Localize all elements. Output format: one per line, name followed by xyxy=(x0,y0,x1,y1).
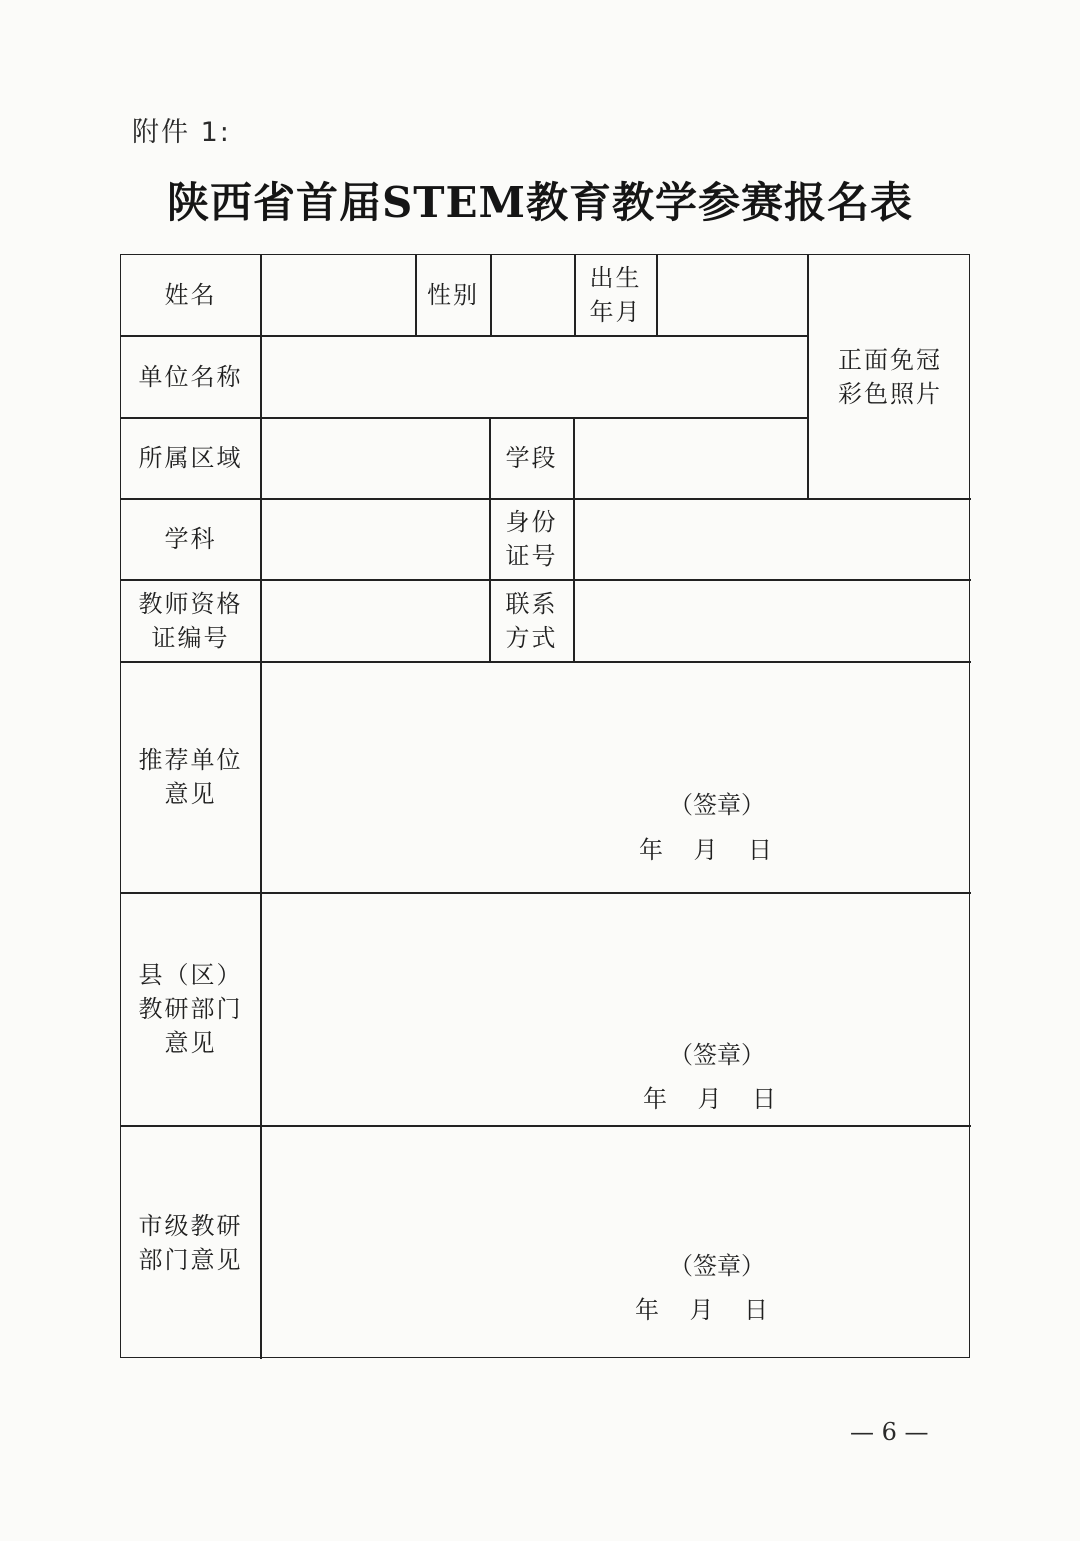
recommend-seal: （签章） xyxy=(669,791,765,819)
recommend-unit-opinion-field[interactable] xyxy=(262,664,969,891)
unit-name-label: 单位名称 xyxy=(138,362,243,391)
city-opinion-label: 市级教研 部门意见 xyxy=(138,1211,243,1274)
id-number-label: 身份 证号 xyxy=(505,508,558,570)
subject-field[interactable] xyxy=(262,501,488,578)
gender-field[interactable] xyxy=(492,257,573,334)
county-opinion-field[interactable] xyxy=(262,895,969,1124)
subject-label: 学科 xyxy=(164,525,217,553)
teacher-cert-label: 教师资格 证编号 xyxy=(138,589,243,652)
recommend-unit-opinion-label: 推荐单位 意见 xyxy=(138,746,243,808)
id-number-field[interactable] xyxy=(575,501,969,578)
school-stage-label: 学段 xyxy=(505,444,558,472)
birth-date-label: 出生 年月 xyxy=(589,264,642,326)
city-opinion-field[interactable] xyxy=(262,1128,969,1357)
unit-name-field[interactable] xyxy=(262,338,806,416)
contact-field[interactable] xyxy=(575,582,969,660)
county-opinion-label: 县（区） 教研部门 意见 xyxy=(138,961,243,1057)
region-field[interactable] xyxy=(262,420,488,497)
attachment-label: 附件 1: xyxy=(132,117,231,148)
teacher-cert-field[interactable] xyxy=(262,582,488,660)
city-seal: （签章） xyxy=(669,1252,765,1280)
name-label: 姓名 xyxy=(164,281,217,309)
gender-label: 性别 xyxy=(427,281,479,309)
photo-placeholder: 正面免冠 彩色照片 xyxy=(838,345,942,408)
page-number: — 6 — xyxy=(850,1418,929,1446)
recommend-date: 年 月 日 xyxy=(639,836,773,864)
contact-label: 联系 方式 xyxy=(505,589,558,652)
county-seal: （签章） xyxy=(669,1041,765,1069)
school-stage-field[interactable] xyxy=(575,420,806,497)
county-date: 年 月 日 xyxy=(643,1085,777,1113)
registration-form xyxy=(120,254,970,1358)
birth-date-field[interactable] xyxy=(658,257,806,334)
name-field[interactable] xyxy=(262,257,414,334)
form-title: 陕西省首届STEM教育教学参赛报名表 xyxy=(166,178,914,227)
region-label: 所属区域 xyxy=(138,444,243,472)
city-date: 年 月 日 xyxy=(635,1296,769,1324)
